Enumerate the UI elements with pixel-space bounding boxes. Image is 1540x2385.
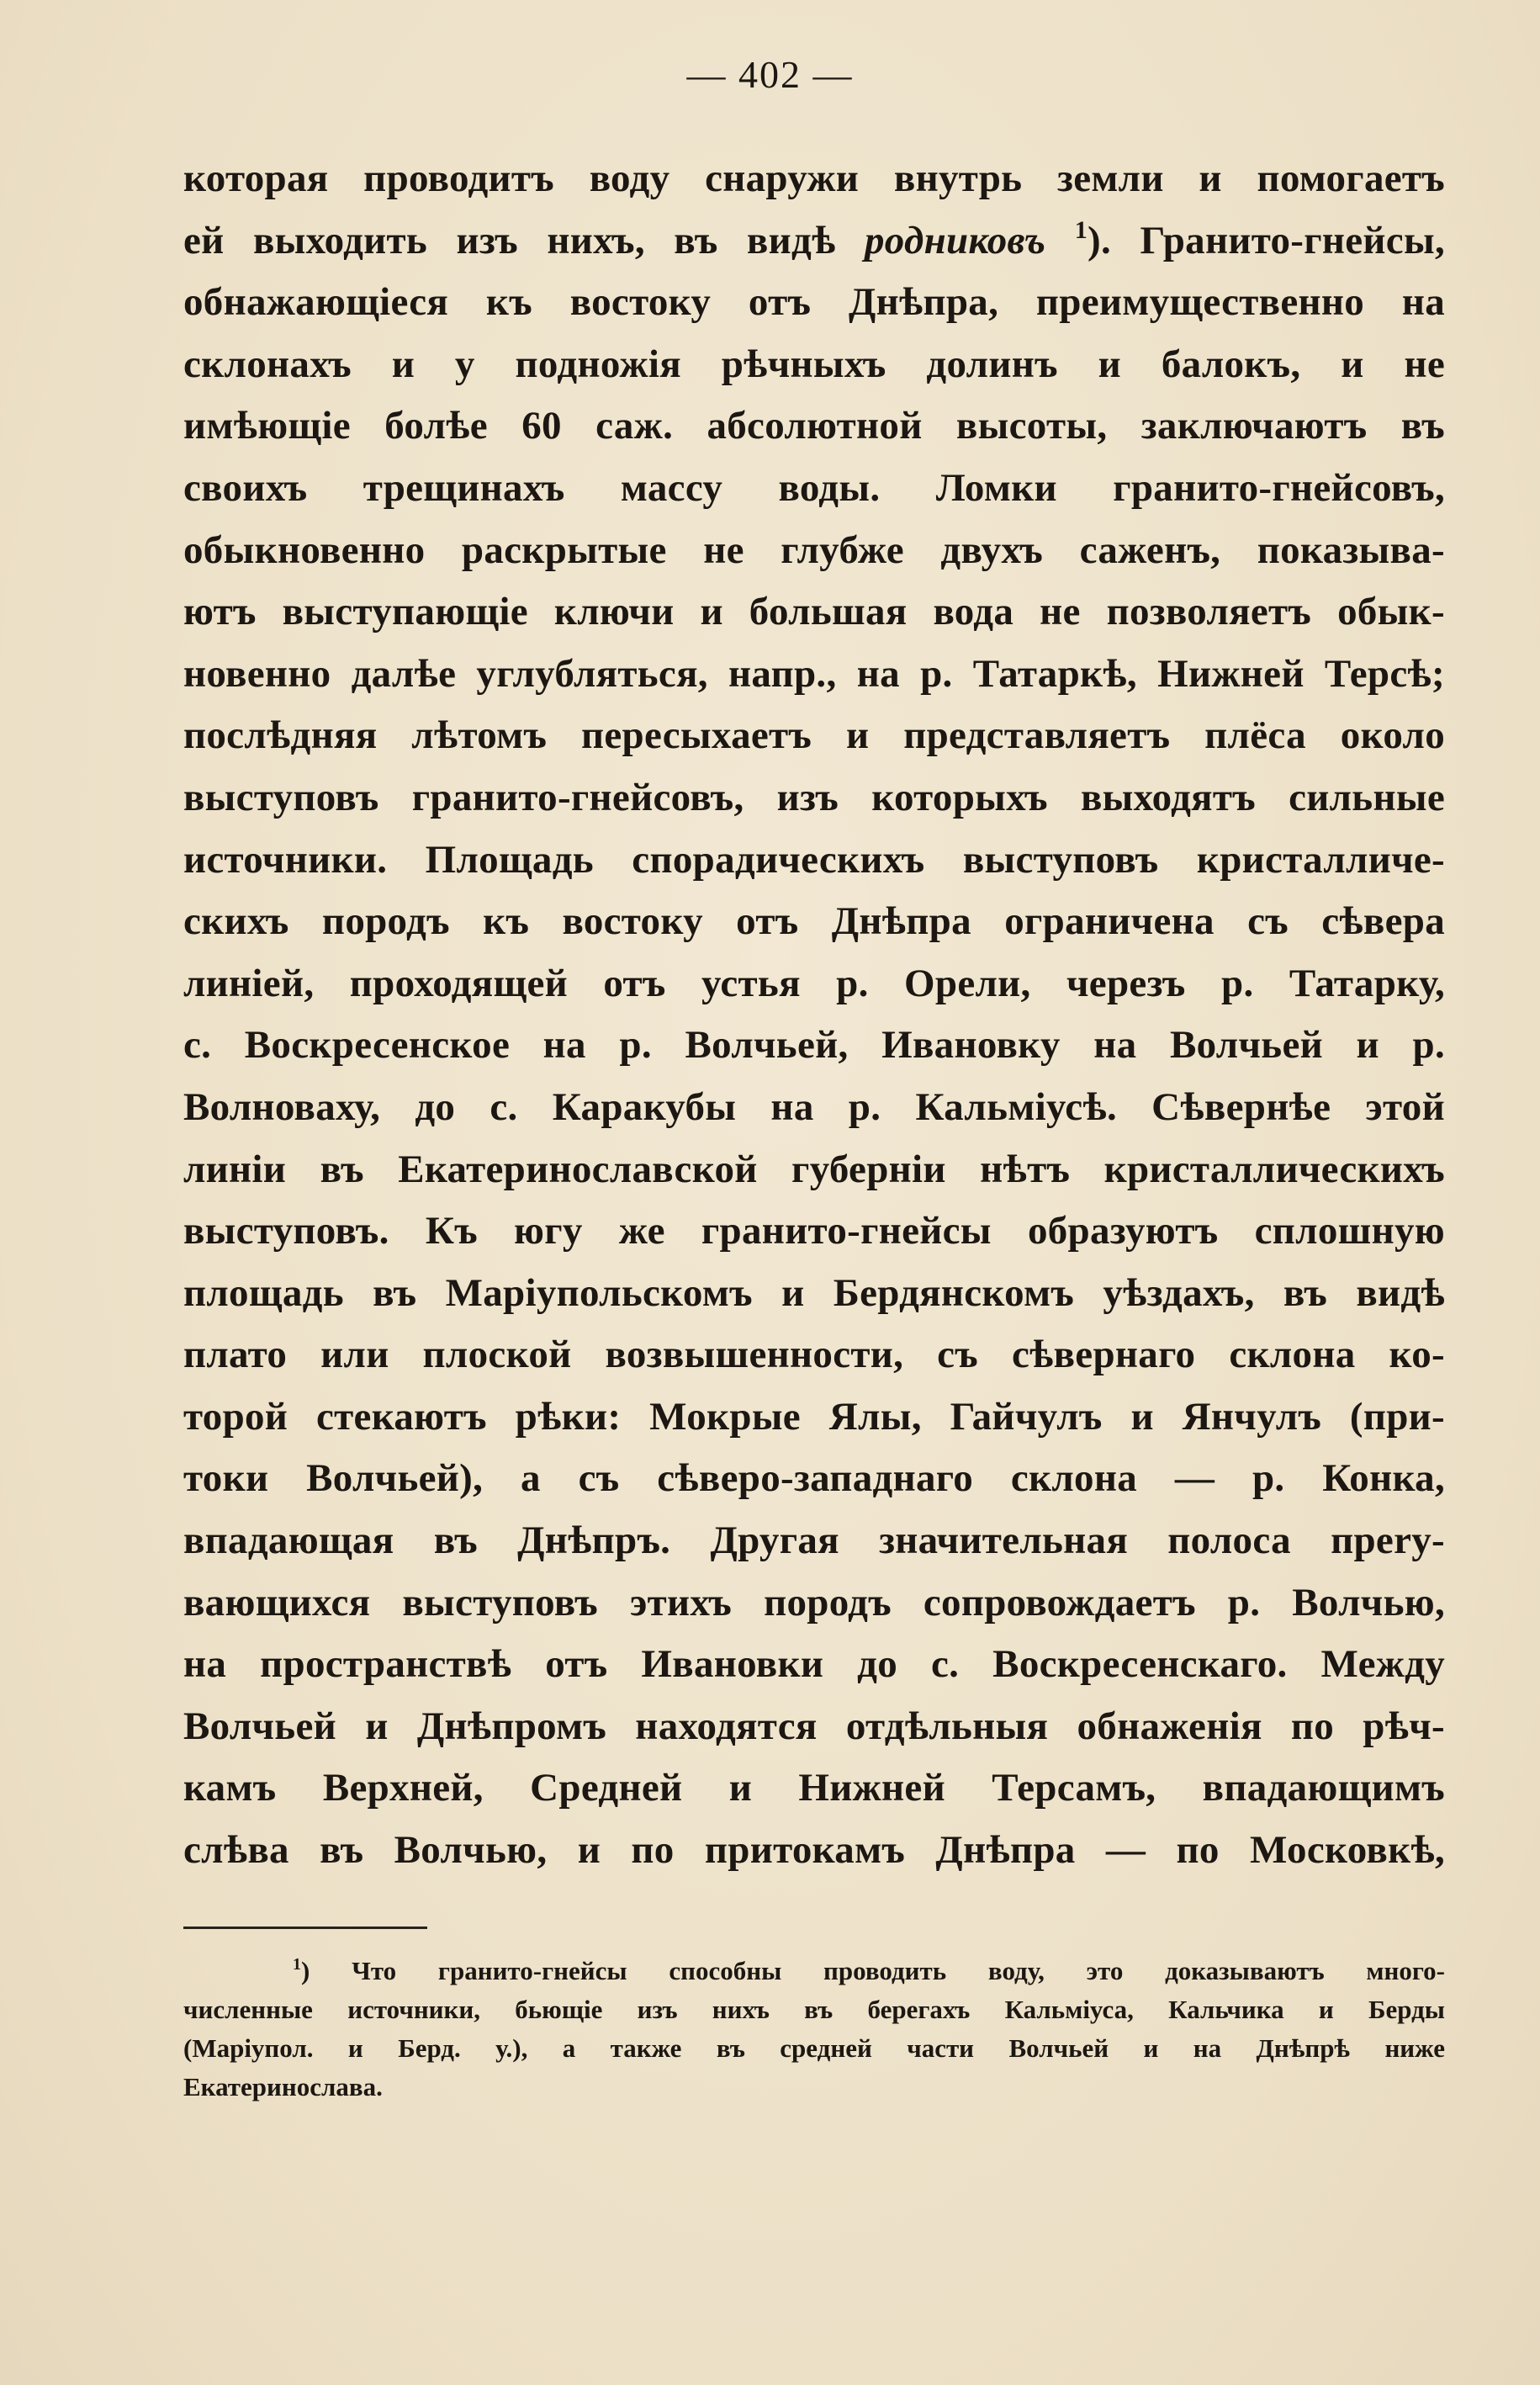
page-number: — 402 — [686,53,854,96]
text-line [183,1324,1445,1386]
line-text: ). Гранито-гнейсы, [1088,218,1445,262]
text-line [183,210,1445,273]
line-text: вающихся выступовъ этихъ породъ сопровождаетъ р. Волчью, [183,1580,1445,1624]
italic-term: родниковъ [865,218,1046,262]
line-text: площадь въ Маріупольскомъ и Бердянскомъ уѣздахъ, въ видѣ [183,1270,1445,1315]
text-line [183,148,1445,210]
footnote-line [183,2029,1445,2068]
text-line [183,644,1445,706]
line-text: выступовъ. Къ югу же гранито-гнейсы образуютъ сплошную [183,1209,1445,1253]
line-text: плато или плоской возвышенности, съ сѣвернаго склона ко- [183,1333,1445,1377]
text-line [183,1077,1445,1139]
line-text: Волноваху, до с. Каракубы на р. Кальміусѣ. Сѣвернѣе этой [183,1084,1445,1129]
line-text: с. Воскресенское на р. Волчьей, Ивановку на Волчьей и р. [183,1023,1445,1068]
line-text: своихъ трещинахъ массу воды. Ломки гранито-гнейсовъ, [183,465,1445,510]
line-text: линіи въ Екатеринославской губерніи нѣтъ кристаллическихъ [183,1147,1445,1191]
text-line [183,1757,1445,1820]
footnote-line [183,2068,1445,2107]
footnote-divider [183,1927,427,1929]
line-text: обнажающіеся къ востоку отъ Днѣпра, преимущественно на [183,280,1445,325]
footnote [183,1952,1445,2107]
footnote-number: 1 [293,1955,301,1974]
line-text: слѣва въ Волчью, и по притокамъ Днѣпра — по Московкѣ, [183,1828,1445,1873]
line-text: на пространствѣ отъ Ивановки до с. Воскресенскаго. Между [183,1642,1445,1687]
line-text: линіей, проходящей отъ устья р. Орели, черезъ р. Татарку, [183,961,1445,1005]
text-line [183,1572,1445,1635]
text-line [183,395,1445,458]
footnote-text: ) Что гранито-гнейсы способны проводить воду, это доказываютъ много- [301,1956,1445,1985]
text-line [183,1510,1445,1572]
body-text [183,148,1445,1882]
footnote-text: численные источники, бьющіе изъ нихъ въ берегахъ Кальміуса, Кальчика и Берды [183,1995,1445,2024]
text-line [183,581,1445,644]
line-text: новенно далѣе углубляться, напр., на р. Татаркѣ, Нижней Терсѣ; [183,651,1445,696]
text-line [183,1139,1445,1201]
line-text: впадающая въ Днѣпръ. Другая значительная полоса прery- [183,1518,1445,1563]
text-line [183,1200,1445,1263]
footnote-line [183,1990,1445,2029]
line-text: склонахъ и у подножія рѣчныхъ долинъ и балокъ, и не [183,342,1445,386]
text-line [183,1448,1445,1510]
footnote-line [183,1952,1445,1990]
line-text: которая проводитъ воду снаружи внутрь земли и помогаетъ [183,156,1445,200]
text-line [183,1015,1445,1077]
text-line [183,520,1445,582]
line-text: ей выходить изъ нихъ, въ видѣ [183,218,865,262]
line-text: источники. Площадь спорадическихъ выступовъ кристалличе- [183,837,1445,882]
text-line [183,829,1445,892]
text-line [183,1386,1445,1449]
footnote-text: (Маріупол. и Берд. у.), а также въ средней части Волчьей и на Днѣпрѣ ниже [183,2033,1445,2063]
line-text: имѣющіе болѣе 60 саж. абсолютной высоты, заключаютъ въ [183,404,1445,448]
text-line [183,1634,1445,1696]
text-line [183,1696,1445,1758]
footnote-marker: 1 [1074,215,1088,244]
text-line [183,891,1445,953]
line-text: Волчьей и Днѣпромъ находятся отдѣльныя обнаженія по рѣч- [183,1704,1445,1748]
text-line [183,767,1445,829]
line-text: скихъ породъ къ востоку отъ Днѣпра ограничена съ сѣвера [183,899,1445,944]
footnote-text: Екатеринослава. [183,2072,383,2101]
line-text: ютъ выступающіе ключи и большая вода не позволяетъ обык- [183,590,1445,634]
text-line [183,334,1445,396]
line-text: камъ Верхней, Средней и Нижней Терсамъ, впадающимъ [183,1766,1445,1810]
line-text: послѣдняя лѣтомъ пересыхаетъ и представляетъ плёса около [183,713,1445,758]
text-line [183,705,1445,767]
line-text: торой стекаютъ рѣки: Мокрые Ялы, Гайчулъ и Янчулъ (при- [183,1394,1445,1439]
line-text: выступовъ гранито-гнейсовъ, изъ которыхъ выходятъ сильные [183,775,1445,819]
line-text: токи Волчьей), а съ сѣверо-западнаго склона — р. Конка, [183,1456,1445,1501]
text-line [183,272,1445,334]
text-line [183,1263,1445,1325]
text-line [183,1820,1445,1882]
line-text: обыкновенно раскрытые не глубже двухъ саженъ, показыва- [183,527,1445,572]
text-line [183,953,1445,1015]
text-line [183,458,1445,520]
